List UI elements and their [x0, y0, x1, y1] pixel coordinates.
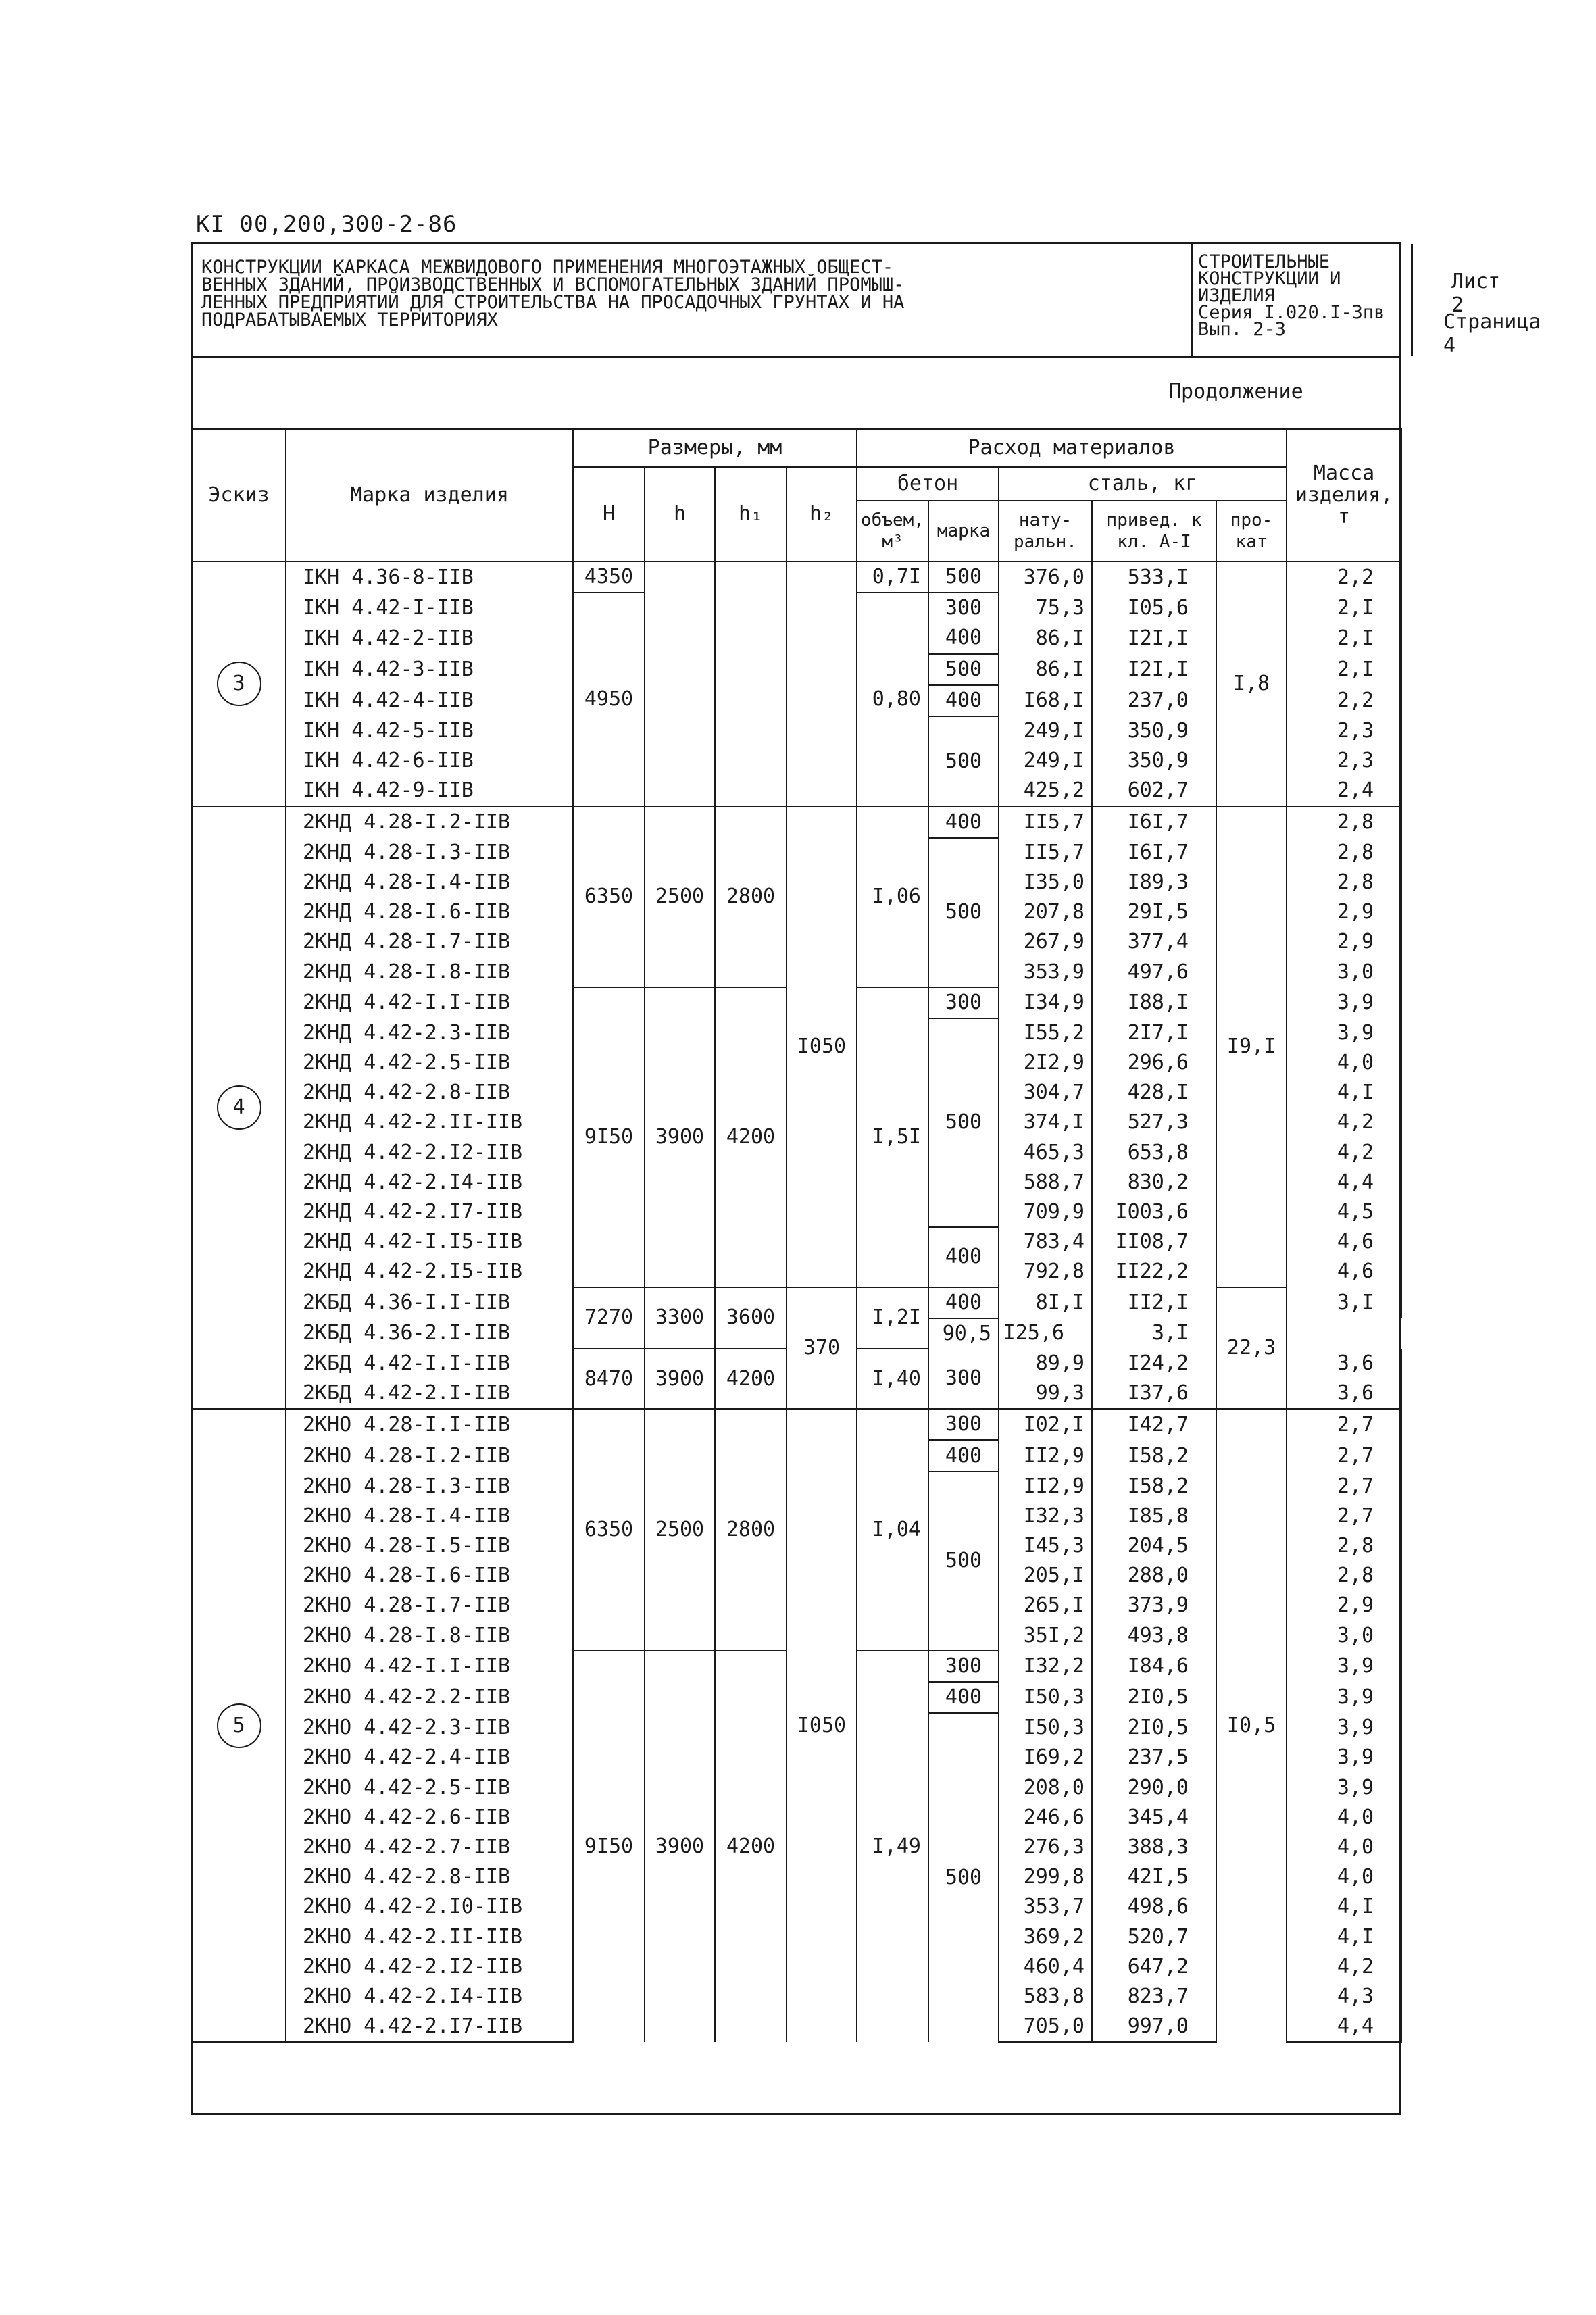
cell-steel-reduced: I25,6: [999, 1318, 1092, 1349]
cell-mass: 4,6: [1287, 1227, 1401, 1257]
product-mark: 2КБД 4.42-2.I-IIВ: [286, 1378, 573, 1409]
cell-steel-natural: I50,3: [999, 1682, 1092, 1713]
title-divider: [1411, 244, 1413, 356]
cell-mass: 3,0: [1287, 1621, 1401, 1651]
cell-steel-reduced: 288,0: [1092, 1561, 1216, 1591]
cell-h1: 4200: [715, 987, 787, 1287]
product-mark: 2КНО 4.42-2.I0-IIВ: [286, 1892, 573, 1922]
cell-h1: 3600: [715, 1287, 787, 1349]
col-concrete: бетон: [857, 467, 999, 501]
cell-steel-natural: 425,2: [999, 776, 1092, 806]
cell-grade: 300: [928, 1409, 999, 1440]
cell-steel-natural: 207,8: [999, 897, 1092, 927]
cell-steel-reduced: 653,8: [1092, 1138, 1216, 1168]
cell-rolled: I9,I: [1216, 807, 1287, 1287]
cell-steel-reduced: 498,6: [1092, 1892, 1216, 1922]
cell-steel-natural: 99,3: [999, 1378, 1092, 1409]
cell-steel-reduced: I05,6: [1092, 593, 1216, 623]
cell-volume: I,5I: [857, 987, 928, 1287]
product-mark: 2КНД 4.42-2.I5-IIВ: [286, 1257, 573, 1287]
cell-steel-natural: 35I,2: [999, 1621, 1092, 1651]
cell-volume: I,06: [857, 807, 928, 987]
product-mark: IКН 4.42-9-IIВ: [286, 776, 573, 806]
cell-steel-natural: 783,4: [999, 1227, 1092, 1257]
cell-h: 2500: [645, 807, 715, 987]
cell-mass: 2,2: [1287, 685, 1401, 716]
cell-steel-natural: 90,5: [928, 1318, 999, 1349]
cell-grade: 500: [928, 716, 999, 807]
cell-mass: 2,7: [1287, 1409, 1401, 1440]
page-number: Страница 4: [1443, 310, 1541, 357]
cell-steel-reduced: I2I,I: [1092, 654, 1216, 685]
col-materials: Расход материалов: [857, 429, 1287, 467]
cell-steel-natural: 709,9: [999, 1197, 1092, 1227]
product-mark: IКН 4.36-8-IIВ: [286, 562, 573, 593]
cell-steel-reduced: II22,2: [1092, 1257, 1216, 1287]
cell-steel-natural: 369,2: [999, 1922, 1092, 1951]
sketch-cell: [192, 562, 286, 807]
cell-mass: 3,6: [1287, 1349, 1401, 1378]
col-mark: Марка изделия: [286, 429, 573, 562]
cell-steel-reduced: I003,6: [1092, 1197, 1216, 1227]
cell-steel-natural: 299,8: [999, 1862, 1092, 1892]
product-mark: 2КНО 4.28-I.3-IIВ: [286, 1472, 573, 1501]
cell-steel-reduced: 830,2: [1092, 1168, 1216, 1197]
product-mark: 2КБД 4.42-I.I-IIВ: [286, 1349, 573, 1378]
title-divider: [1191, 244, 1193, 356]
cell-steel-reduced: 237,5: [1092, 1743, 1216, 1772]
cell-grade: 400: [928, 1682, 999, 1713]
col-h1: h₁: [715, 467, 787, 562]
cell-steel-reduced: 350,9: [1092, 716, 1216, 746]
cell-steel-natural: 86,I: [999, 654, 1092, 685]
product-mark: 2КНД 4.42-2.I7-IIВ: [286, 1197, 573, 1227]
cell-steel-reduced: 2I0,5: [1092, 1713, 1216, 1743]
cell-mass: 3,9: [1287, 1018, 1401, 1048]
cell-mass: 3,0: [1287, 957, 1401, 987]
cell-mass: 4,2: [1287, 1138, 1401, 1168]
product-mark: IКН 4.42-2-IIВ: [286, 623, 573, 653]
cell-steel-reduced: 497,6: [1092, 957, 1216, 987]
col-rolled: про-кат: [1216, 501, 1287, 562]
cell-mass: 4,6: [1287, 1257, 1401, 1287]
product-mark: 2КНО 4.42-2.I2-IIВ: [286, 1952, 573, 1982]
product-mark: 2КНД 4.42-2.5-IIВ: [286, 1048, 573, 1078]
cell-mass: 2,4: [1287, 776, 1401, 806]
cell-steel-reduced: 373,9: [1092, 1591, 1216, 1620]
cell-mass: 4,5: [1287, 1197, 1401, 1227]
product-mark: IКН 4.42-I-IIВ: [286, 593, 573, 623]
cell-steel-natural: 374,I: [999, 1107, 1092, 1137]
cell-steel-reduced: 533,I: [1092, 562, 1216, 593]
cell-mass: 4,I: [1287, 1078, 1401, 1107]
cell-mass: 3,9: [1287, 1743, 1401, 1772]
cell-H: 4350: [573, 562, 645, 593]
cell-volume: I,40: [857, 1349, 928, 1409]
cell-mass: 2,3: [1287, 746, 1401, 776]
cell-steel-natural: 705,0: [999, 2012, 1092, 2042]
product-mark: 2КНД 4.28-I.3-IIВ: [286, 838, 573, 868]
cell-grade: 400: [928, 807, 999, 838]
table-row: [192, 562, 1401, 593]
cell-mass: 2,7: [1287, 1440, 1401, 1471]
cell-h: 3900: [645, 1651, 715, 2042]
product-mark: 2КНО 4.28-I.2-IIВ: [286, 1440, 573, 1471]
cell-steel-reduced: 388,3: [1092, 1833, 1216, 1862]
cell-steel-reduced: 2I0,5: [1092, 1682, 1216, 1713]
product-mark: 2КНО 4.28-I.5-IIВ: [286, 1531, 573, 1561]
cell-steel-reduced: I84,6: [1092, 1651, 1216, 1682]
product-mark: 2КНД 4.28-I.7-IIВ: [286, 927, 573, 957]
cell-h2: [787, 562, 857, 807]
table-header: [192, 429, 1401, 562]
product-mark: 2КНО 4.42-2.2-IIВ: [286, 1682, 573, 1713]
cell-h1: 4200: [715, 1349, 787, 1409]
cell-steel-natural: I32,2: [999, 1651, 1092, 1682]
cell-mass: 4,I: [1287, 1922, 1401, 1951]
cell-mass: 2,8: [1287, 868, 1401, 897]
cell-steel-natural: I34,9: [999, 987, 1092, 1018]
cell-steel-reduced: 290,0: [1092, 1773, 1216, 1803]
cell-mass: 2,9: [1287, 927, 1401, 957]
col-steel: сталь, кг: [999, 467, 1287, 501]
product-mark: IКН 4.42-6-IIВ: [286, 746, 573, 776]
product-mark: 2КНД 4.42-I.I-IIВ: [286, 987, 573, 1018]
title-block: [191, 242, 1541, 358]
product-mark: 2КНД 4.28-I.6-IIВ: [286, 897, 573, 927]
sketch-number-circle: 3: [217, 662, 261, 706]
cell-mass: 2,7: [1287, 1472, 1401, 1501]
cell-steel-natural: II5,7: [999, 838, 1092, 868]
cell-H: 9I50: [573, 1651, 645, 2042]
cell-steel-reduced: 997,0: [1092, 2012, 1216, 2042]
cell-steel-reduced: 345,4: [1092, 1803, 1216, 1833]
product-mark: 2КНО 4.42-2.6-IIВ: [286, 1803, 573, 1833]
cell-steel-reduced: 350,9: [1092, 746, 1216, 776]
cell-steel-natural: 304,7: [999, 1078, 1092, 1107]
sketch-cell: [192, 1409, 286, 2042]
cell-H: 4950: [573, 593, 645, 806]
sketch-number-circle: 4: [217, 1085, 261, 1130]
series-info: СТРОИТЕЛЬНЫЕ КОНСТРУКЦИИ И ИЗДЕЛИЯ Серия I.020.I-3пв Вып. 2-3: [1198, 251, 1385, 340]
cell-steel-reduced: 493,8: [1092, 1621, 1216, 1651]
product-mark: 2КНО 4.28-I.7-IIВ: [286, 1591, 573, 1620]
cell-steel-natural: 588,7: [999, 1168, 1092, 1197]
cell-steel-reduced: 29I,5: [1092, 897, 1216, 927]
product-mark: IКН 4.42-4-IIВ: [286, 685, 573, 716]
cell-steel-natural: I35,0: [999, 868, 1092, 897]
cell-grade: 400: [928, 1440, 999, 1471]
cell-h: 3900: [645, 987, 715, 1287]
cell-grade: 300: [928, 1349, 999, 1409]
cell-steel-natural: 376,0: [999, 562, 1092, 593]
table-row: [192, 1287, 1401, 1318]
cell-mass: 2,I: [1287, 654, 1401, 685]
cell-steel-reduced: I2I,I: [1092, 623, 1216, 653]
cell-steel-reduced: 2I7,I: [1092, 1018, 1216, 1048]
cell-mass: 3,9: [1287, 1651, 1401, 1682]
col-h: h: [645, 467, 715, 562]
cell-h2: 370: [787, 1287, 857, 1410]
cell-mass: 4,0: [1287, 1833, 1401, 1862]
product-mark: 2КНО 4.42-I.I-IIВ: [286, 1651, 573, 1682]
cell-grade: 500: [928, 1472, 999, 1651]
cell-mass: 3,I: [1287, 1287, 1401, 1318]
product-mark: 2КНД 4.42-2.II-IIВ: [286, 1107, 573, 1137]
product-mark: 2КНД 4.28-I.8-IIВ: [286, 957, 573, 987]
cell-mass: 2,8: [1287, 1561, 1401, 1591]
cell-mass: 2,8: [1287, 838, 1401, 868]
cell-mass: 4,2: [1287, 1952, 1401, 1982]
sheet-number: Лист 2: [1451, 270, 1501, 317]
cell-steel-reduced: 237,0: [1092, 685, 1216, 716]
col-dimensions: Размеры, мм: [573, 429, 857, 467]
cell-steel-reduced: I6I,7: [1092, 807, 1216, 838]
cell-steel-natural: 265,I: [999, 1591, 1092, 1620]
product-mark: 2КНО 4.42-2.7-IIВ: [286, 1833, 573, 1862]
product-mark: 2КНД 4.42-2.3-IIВ: [286, 1018, 573, 1048]
sketch-number-circle: 5: [217, 1703, 261, 1748]
cell-mass: 3,I: [1092, 1318, 1216, 1349]
cell-grade: 300: [928, 987, 999, 1018]
cell-steel-natural: II2,9: [999, 1440, 1092, 1471]
product-mark: 2КБД 4.36-I.I-IIВ: [286, 1287, 573, 1318]
cell-h1: 2800: [715, 807, 787, 987]
cell-steel-natural: 465,3: [999, 1138, 1092, 1168]
cell-grade: 300: [928, 593, 999, 623]
product-mark: 2КНД 4.42-2.8-IIВ: [286, 1078, 573, 1107]
sketch-cell: [192, 807, 286, 1410]
cell-grade: 400: [928, 1287, 999, 1318]
cell-steel-natural: 205,I: [999, 1561, 1092, 1591]
cell-steel-natural: 353,9: [999, 957, 1092, 987]
cell-mass: 2,I: [1287, 593, 1401, 623]
cell-mass: 4,4: [1287, 1168, 1401, 1197]
cell-steel-reduced: I24,2: [1092, 1349, 1216, 1378]
cell-steel-natural: II5,7: [999, 807, 1092, 838]
cell-mass: 4,I: [1287, 1892, 1401, 1922]
cell-steel-reduced: II08,7: [1092, 1227, 1216, 1257]
cell-grade: 500: [928, 838, 999, 987]
product-mark: 2КНД 4.28-I.2-IIВ: [286, 807, 573, 838]
product-mark: IКН 4.42-5-IIВ: [286, 716, 573, 746]
cell-steel-reduced: 602,7: [1092, 776, 1216, 806]
col-sketch: Эскиз: [192, 429, 286, 562]
col-mass: Масса изделия, т: [1287, 429, 1401, 562]
cell-steel-natural: 249,I: [999, 746, 1092, 776]
table-row: [192, 1409, 1401, 1440]
cell-steel-natural: I50,3: [999, 1713, 1092, 1743]
product-mark: 2КНО 4.42-2.I7-IIВ: [286, 2012, 573, 2042]
cell-steel-reduced: I58,2: [1092, 1440, 1216, 1471]
product-mark: 2КНО 4.28-I.8-IIВ: [286, 1621, 573, 1651]
col-grade: марка: [928, 501, 999, 562]
table-body: [192, 562, 1401, 2042]
cell-steel-natural: 2I2,9: [999, 1048, 1092, 1078]
product-spec-table: [191, 428, 1402, 2043]
cell-mass: 3,9: [1287, 1713, 1401, 1743]
cell-grade: 300: [928, 1651, 999, 1682]
cell-h: [645, 562, 715, 807]
product-mark: 2КНД 4.42-2.I2-IIВ: [286, 1138, 573, 1168]
cell-h2: I050: [787, 1409, 857, 2042]
cell-steel-natural: 353,7: [999, 1892, 1092, 1922]
col-H: H: [573, 467, 645, 562]
cell-steel-reduced: 428,I: [1092, 1078, 1216, 1107]
product-mark: 2КНО 4.42-2.II-IIВ: [286, 1922, 573, 1951]
cell-steel-reduced: I85,8: [1092, 1501, 1216, 1531]
cell-volume: I,2I: [857, 1287, 928, 1349]
cell-grade: 500: [928, 1713, 999, 2042]
cell-steel-natural: 208,0: [999, 1773, 1092, 1803]
cell-steel-natural: 75,3: [999, 593, 1092, 623]
document-title: КОНСТРУКЦИИ КАРКАСА МЕЖВИДОВОГО ПРИМЕНЕНИЯ МНОГОЭТАЖНЫХ ОБЩЕСТ- ВЕННЫХ ЗДАНИЙ, ПРОИЗВОДСТВЕННЫХ И ВСПОМОГАТЕЛЬНЫХ ЗДАНИЙ ПРОМЫШ- ЛЕННЫХ ПРЕДПРИЯТИЙ ДЛЯ СТРОИТЕЛЬСТВА НА ПРОСАДОЧНЫХ ГРУНТАХ И НА ПОДРАБАТЫВАЕМЫХ ТЕРРИТОРИЯХ: [201, 257, 905, 330]
product-mark: 2КНО 4.42-2.4-IIВ: [286, 1743, 573, 1772]
cell-steel-reduced: I88,I: [1092, 987, 1216, 1018]
product-mark: 2КНО 4.42-2.3-IIВ: [286, 1713, 573, 1743]
cell-H: 6350: [573, 807, 645, 987]
cell-volume: 0,7I: [857, 562, 928, 593]
cell-rolled: 22,3: [1216, 1287, 1287, 1410]
cell-steel-reduced: I37,6: [1092, 1378, 1216, 1409]
cell-steel-natural: I55,2: [999, 1018, 1092, 1048]
cell-mass: 3,9: [1287, 987, 1401, 1018]
cell-mass: 3,9: [1287, 1773, 1401, 1803]
cell-grade: 400: [928, 685, 999, 716]
product-mark: 2КНО 4.42-2.8-IIВ: [286, 1862, 573, 1892]
cell-H: 7270: [573, 1287, 645, 1349]
cell-steel-natural: 267,9: [999, 927, 1092, 957]
cell-steel-natural: 583,8: [999, 1982, 1092, 2012]
cell-mass: 4,0: [1287, 1862, 1401, 1892]
cell-mass: 2,I: [1287, 623, 1401, 653]
cell-H: 6350: [573, 1409, 645, 1651]
cell-steel-reduced: 296,6: [1092, 1048, 1216, 1078]
cell-mass: 4,3: [1287, 1982, 1401, 2012]
cell-steel-natural: 249,I: [999, 716, 1092, 746]
cell-grade: 400: [928, 1227, 999, 1287]
cell-rolled: I,8: [1216, 562, 1287, 807]
col-reduced: привед. к кл. А-I: [1092, 501, 1216, 562]
cell-mass: 4,0: [1287, 1048, 1401, 1078]
cell-steel-reduced: I89,3: [1092, 868, 1216, 897]
cell-h2: I050: [787, 807, 857, 1287]
cell-volume: 0,80: [857, 593, 928, 806]
table-row: [192, 807, 1401, 838]
cell-steel-natural: 792,8: [999, 1257, 1092, 1287]
document-code: КI 00,200,300-2-86: [196, 211, 457, 238]
cell-steel-natural: 89,9: [999, 1349, 1092, 1378]
product-mark: 2КНД 4.42-I.I5-IIВ: [286, 1227, 573, 1257]
cell-h1: 4200: [715, 1651, 787, 2042]
cell-steel-natural: 86,I: [999, 623, 1092, 653]
cell-steel-reduced: I58,2: [1092, 1472, 1216, 1501]
cell-mass: 4,4: [1287, 2012, 1401, 2042]
cell-H: 9I50: [573, 987, 645, 1287]
col-volume: объем, м³: [857, 501, 928, 562]
cell-steel-reduced: I42,7: [1092, 1409, 1216, 1440]
cell-h: 2500: [645, 1409, 715, 1651]
cell-mass: 4,0: [1287, 1803, 1401, 1833]
cell-steel-reduced: 204,5: [1092, 1531, 1216, 1561]
cell-steel-natural: 460,4: [999, 1952, 1092, 1982]
product-mark: IКН 4.42-3-IIВ: [286, 654, 573, 685]
cell-steel-reduced: 42I,5: [1092, 1862, 1216, 1892]
cell-steel-reduced: 377,4: [1092, 927, 1216, 957]
product-mark: 2КНО 4.28-I.4-IIВ: [286, 1501, 573, 1531]
cell-steel-reduced: 527,3: [1092, 1107, 1216, 1137]
product-mark: 2КБД 4.36-2.I-IIВ: [286, 1318, 573, 1349]
cell-steel-natural: 8I,I: [999, 1287, 1092, 1318]
cell-mass: 2,9: [1287, 897, 1401, 927]
cell-steel-reduced: 520,7: [1092, 1922, 1216, 1951]
cell-steel-natural: I45,3: [999, 1531, 1092, 1561]
cell-h1: 2800: [715, 1409, 787, 1651]
cell-mass: 2,8: [1287, 807, 1401, 838]
cell-grade: 500: [928, 1018, 999, 1227]
cell-volume: I,49: [857, 1651, 928, 2042]
product-mark: 2КНО 4.28-I.I-IIВ: [286, 1409, 573, 1440]
cell-mass: 4,2: [1287, 1107, 1401, 1137]
cell-steel-reduced: II2,I: [1092, 1287, 1216, 1318]
product-mark: 2КНД 4.42-2.I4-IIВ: [286, 1168, 573, 1197]
cell-steel-reduced: 823,7: [1092, 1982, 1216, 2012]
cell-h: 3300: [645, 1287, 715, 1349]
cell-steel-natural: I69,2: [999, 1743, 1092, 1772]
product-mark: 2КНО 4.42-2.I4-IIВ: [286, 1982, 573, 2012]
cell-grade: 400: [928, 623, 999, 653]
col-h2: h₂: [787, 467, 857, 562]
cell-H: 8470: [573, 1349, 645, 1409]
cell-steel-natural: I02,I: [999, 1409, 1092, 1440]
cell-mass: 2,8: [1287, 1531, 1401, 1561]
product-mark: 2КНО 4.28-I.6-IIВ: [286, 1561, 573, 1591]
cell-steel-natural: II2,9: [999, 1472, 1092, 1501]
cell-mass: 2,9: [1287, 1591, 1401, 1620]
cell-mass: 2,2: [1287, 562, 1401, 593]
cell-mass: 2,3: [1287, 716, 1401, 746]
cell-h1: [715, 562, 787, 807]
cell-rolled: I0,5: [1216, 1409, 1287, 2042]
cell-steel-natural: 276,3: [999, 1833, 1092, 1862]
cell-mass: 2,7: [1287, 1501, 1401, 1531]
col-natural: нату-ральн.: [999, 501, 1092, 562]
cell-steel-reduced: 647,2: [1092, 1952, 1216, 1982]
cell-steel-natural: I68,I: [999, 685, 1092, 716]
product-mark: 2КНД 4.28-I.4-IIВ: [286, 868, 573, 897]
continuation-label: Продолжение: [1169, 380, 1303, 403]
cell-mass: 3,6: [1287, 1378, 1401, 1409]
cell-steel-natural: 246,6: [999, 1803, 1092, 1833]
cell-mass: 3,9: [1287, 1682, 1401, 1713]
cell-volume: I,04: [857, 1409, 928, 1651]
cell-grade: 500: [928, 654, 999, 685]
product-mark: 2КНО 4.42-2.5-IIВ: [286, 1773, 573, 1803]
cell-h: 3900: [645, 1349, 715, 1409]
cell-steel-reduced: I6I,7: [1092, 838, 1216, 868]
cell-grade: 500: [928, 562, 999, 593]
cell-steel-natural: I32,3: [999, 1501, 1092, 1531]
